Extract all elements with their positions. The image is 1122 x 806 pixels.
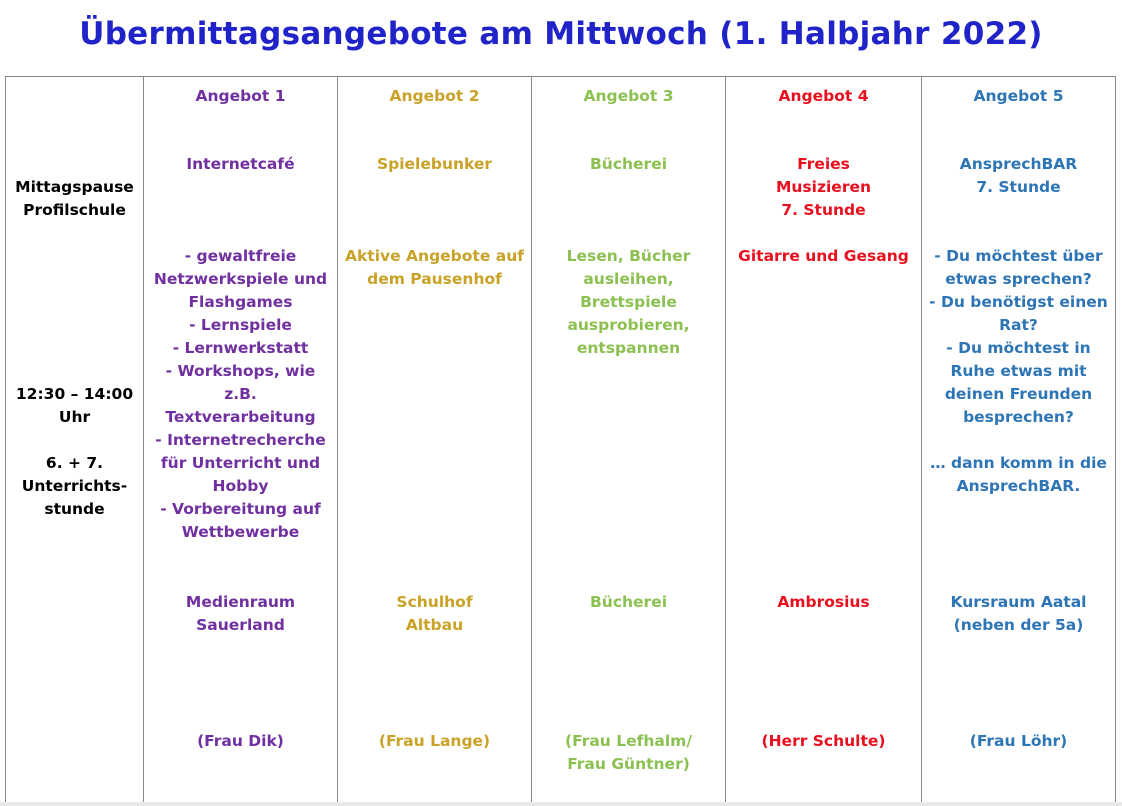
- offer-heading: Angebot 4: [778, 87, 869, 105]
- offer-heading: Angebot 2: [389, 87, 480, 105]
- offer-description: Gitarre und Gesang: [738, 247, 909, 265]
- offer-room: Schulhof Altbau: [396, 593, 473, 634]
- break-label: Mittagspause Profilschule: [15, 178, 134, 219]
- offer-column-1: [144, 77, 338, 804]
- offer-description: Lesen, Bücher ausleihen, Brettspiele ausprobieren, entspannen: [566, 247, 691, 357]
- offer-heading: Angebot 5: [973, 87, 1064, 105]
- offer-room: Kursraum Aatal (neben der 5a): [950, 593, 1087, 634]
- offer-name: Internetcafé: [186, 155, 295, 173]
- offer-teacher: (Herr Schulte): [761, 732, 886, 750]
- offer-teacher: (Frau Lefhalm/ Frau Güntner): [565, 732, 692, 773]
- offer-description: - Du möchtest über etwas sprechen? - Du benötigst einen Rat? - Du möchtest in Ruhe etwas mit deinen Freunden besprechen? … dann komm in die AnsprechBAR.: [929, 247, 1108, 495]
- offer-name: Bücherei: [589, 155, 668, 173]
- time-label: 12:30 – 14:00 Uhr: [15, 385, 134, 426]
- page-title: Übermittagsangebote am Mittwoch (1. Halbjahr 2022): [79, 16, 1043, 52]
- offer-heading: Angebot 3: [583, 87, 674, 105]
- lessons-label: 6. + 7. Unterrichts- stunde: [21, 454, 128, 518]
- offer-room: Ambrosius: [777, 593, 870, 611]
- offer-heading: Angebot 1: [195, 87, 286, 105]
- offer-name: Freies Musizieren 7. Stunde: [775, 155, 872, 219]
- offer-description: Aktive Angebote auf dem Pausenhof: [345, 247, 524, 288]
- time-column: [6, 77, 144, 804]
- offer-column-5: [922, 77, 1116, 804]
- offer-room: Bücherei: [589, 593, 668, 611]
- offer-teacher: (Frau Löhr): [969, 732, 1068, 750]
- table-row: [6, 77, 1116, 804]
- offer-description: - gewaltfreie Netzwerkspiele und Flashgames - Lernspiele - Lernwerkstatt - Workshops, wie z.B. Textverarbeitung - Internetrecherche für Unterricht und Hobby - Vorbereitung auf Wettbewerbe: [153, 247, 328, 541]
- offer-column-3: [532, 77, 726, 804]
- page-bottom-border: [0, 802, 1122, 806]
- offer-column-4: [726, 77, 922, 804]
- offer-column-2: [338, 77, 532, 804]
- offer-room: Medienraum Sauerland: [185, 593, 296, 634]
- schedule-table: [5, 76, 1116, 803]
- offer-teacher: (Frau Dik): [197, 732, 284, 750]
- offer-teacher: (Frau Lange): [378, 732, 491, 750]
- offer-name: AnsprechBAR 7. Stunde: [959, 155, 1078, 196]
- offer-name: Spielebunker: [376, 155, 493, 173]
